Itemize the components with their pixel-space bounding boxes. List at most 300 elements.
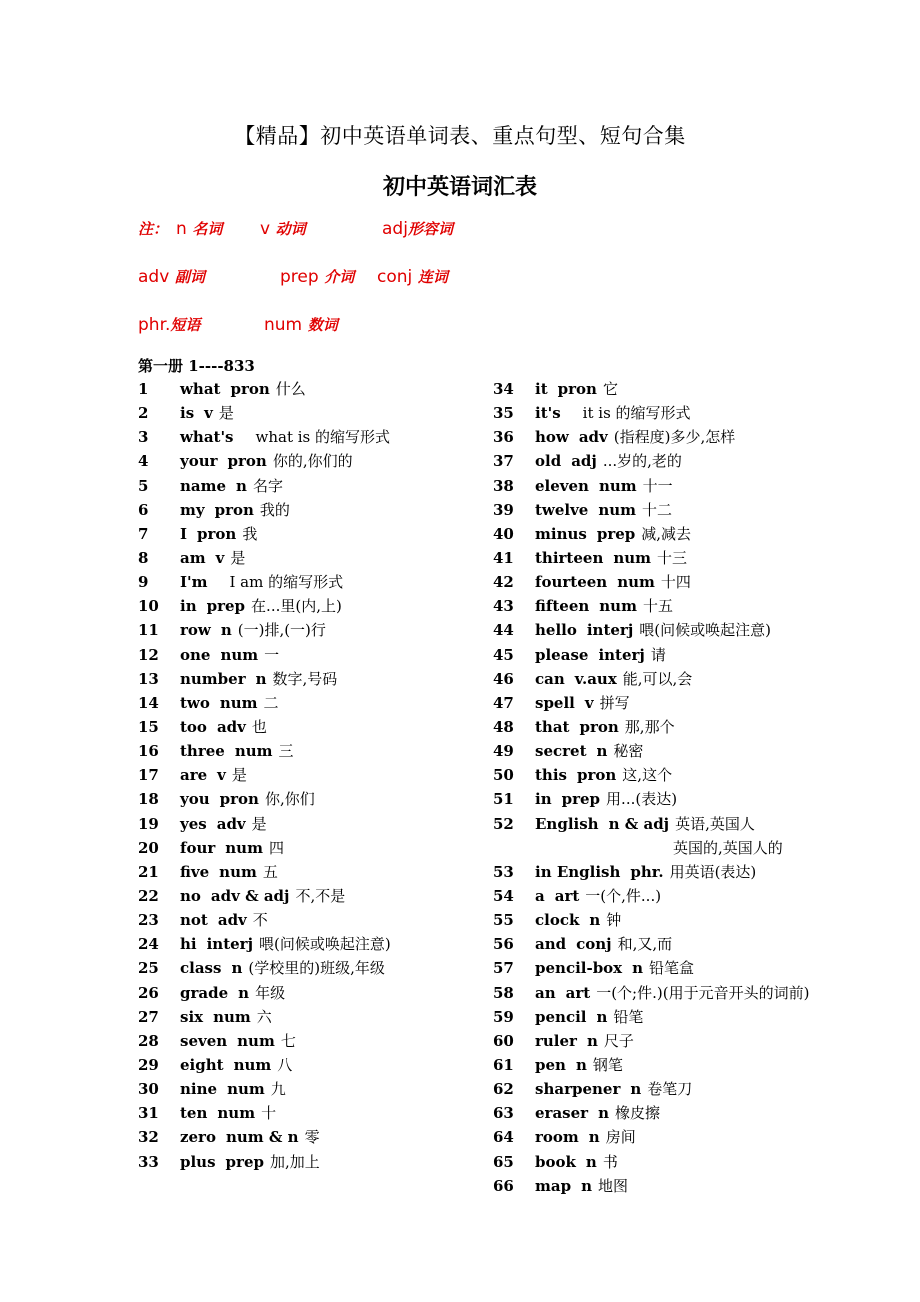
vocab-word: hello (535, 621, 577, 640)
vocab-meaning: 用...(表达) (606, 790, 678, 809)
vocab-number: 32 (138, 1128, 159, 1147)
vocab-row (138, 1101, 391, 1125)
vocab-meaning-continuation: 英国的,英国人的 (673, 838, 783, 857)
vocab-word: what (180, 380, 221, 398)
vocab-pos: adv (217, 911, 247, 930)
vocab-word: eraser (535, 1104, 589, 1123)
vocab-row (493, 1029, 809, 1053)
vocab-pos: prep (561, 790, 601, 809)
legend-prep: prep 介词 (280, 267, 355, 287)
vocab-pos: n (586, 1031, 598, 1050)
legend-v: v 动词 (260, 219, 306, 239)
vocab-number: 5 (138, 476, 149, 495)
vocab-row (138, 546, 391, 570)
vocab-pos: n (589, 911, 601, 930)
vocab-pos: num (217, 1104, 256, 1123)
vocab-row (493, 498, 809, 522)
vocab-word: thirteen (535, 548, 604, 567)
vocab-meaning: 卷笔刀 (647, 1080, 693, 1099)
vocab-row (138, 691, 391, 715)
vocab-number: 19 (138, 814, 159, 833)
vocab-number: 26 (138, 983, 159, 1002)
vocab-pos: num (219, 693, 258, 712)
vocab-number: 63 (493, 1104, 514, 1123)
vocab-number: 30 (138, 1080, 159, 1099)
vocab-meaning: 九 (270, 1080, 286, 1099)
vocab-row (138, 498, 391, 522)
vocab-row (138, 522, 391, 546)
legend-adv: adv 副词 (138, 267, 205, 287)
vocab-meaning: 三 (278, 742, 294, 761)
vocab-meaning: (指程度)多少,怎样 (613, 428, 736, 447)
vocab-word: number (180, 669, 246, 688)
vocab-word: in English (535, 862, 621, 881)
vocab-word: seven (180, 1031, 228, 1050)
vocab-word: please (535, 645, 589, 664)
vocab-word: and (535, 935, 567, 954)
vocab-row (138, 932, 391, 956)
vocab-number: 56 (493, 935, 514, 954)
vocab-row (138, 763, 391, 787)
vocab-pos: num (213, 1007, 251, 1026)
vocab-number: 33 (138, 1152, 159, 1171)
vocab-number: 47 (493, 693, 514, 712)
vocab-number: 23 (138, 911, 159, 930)
vocab-row (138, 667, 391, 691)
vocab-pos: n (596, 742, 608, 761)
vocab-number: 48 (493, 717, 514, 736)
vocab-word: map (535, 1176, 572, 1195)
vocab-pos: v (204, 404, 213, 423)
vocab-word: can (535, 669, 565, 688)
vocab-meaning: 地图 (598, 1176, 629, 1195)
vocab-pos: phr. (630, 862, 664, 881)
vocab-number: 55 (493, 911, 514, 930)
vocab-word: not (180, 911, 208, 930)
vocab-meaning: 二 (263, 693, 279, 712)
vocab-pos: num (234, 742, 273, 761)
vocab-meaning: 一(个;件.)(用于元音开头的词前) (596, 983, 810, 1002)
vocab-meaning: 那,那个 (624, 717, 675, 736)
vocab-row (138, 908, 391, 932)
vocab-pos: prep (596, 524, 636, 543)
vocab-number: 61 (493, 1055, 514, 1074)
vocab-meaning: 十四 (660, 573, 691, 592)
vocab-word: old (535, 452, 562, 471)
vocab-row (493, 377, 809, 401)
vocab-row (138, 594, 391, 618)
vocab-row (493, 860, 809, 884)
vocab-row (493, 956, 809, 980)
vocab-row (493, 474, 809, 498)
vocab-number: 53 (493, 862, 514, 881)
vocab-number: 49 (493, 742, 514, 761)
vocab-number: 15 (138, 717, 159, 736)
legend-phr: phr.短语 (138, 315, 201, 335)
vocab-word: two (180, 693, 210, 712)
vocab-row (493, 667, 809, 691)
vocab-word: yes (180, 814, 207, 833)
vocab-number: 21 (138, 862, 159, 881)
vocab-number: 36 (493, 428, 514, 447)
vocab-number: 9 (138, 573, 149, 592)
vocab-word: spell (535, 693, 575, 712)
vocab-word: three (180, 742, 225, 761)
vocab-word: book (535, 1152, 576, 1171)
vocab-number: 39 (493, 500, 514, 519)
vocab-number: 38 (493, 476, 514, 495)
vocab-row (138, 739, 391, 763)
vocab-meaning: 不 (252, 911, 268, 930)
vocab-word: you (180, 790, 210, 809)
vocab-pos: num (617, 573, 655, 592)
vocab-pos: n (598, 1104, 609, 1123)
vocab-word: it's (535, 404, 561, 423)
vocab-meaning: (一)排,(一)行 (237, 621, 326, 640)
vocab-row (493, 1125, 809, 1149)
vocab-row (138, 449, 391, 473)
vocab-number: 35 (493, 404, 514, 423)
vocab-word: am (180, 548, 206, 567)
vocab-number: 64 (493, 1128, 514, 1147)
vocab-number: 14 (138, 693, 159, 712)
vocab-pos: pron (219, 790, 259, 809)
vocab-number: 22 (138, 886, 159, 905)
vocab-word: room (535, 1128, 579, 1147)
vocab-number: 43 (493, 597, 514, 616)
vocab-pos: num (225, 838, 263, 857)
vocab-row (138, 860, 391, 884)
vocab-number: 44 (493, 621, 514, 640)
vocab-pos: n (575, 1055, 587, 1074)
vocab-pos: interj (598, 645, 645, 664)
legend-num: num 数词 (264, 315, 338, 335)
vocab-meaning: 拼写 (599, 693, 630, 712)
vocab-row (493, 546, 809, 570)
vocab-word: fourteen (535, 573, 608, 592)
vocab-number: 65 (493, 1152, 514, 1171)
vocab-row (138, 643, 391, 667)
vocab-pos: interj (206, 935, 254, 954)
vocab-row (138, 715, 391, 739)
vocab-number: 41 (493, 548, 514, 567)
vocab-meaning: 五 (262, 862, 278, 881)
vocab-word: that (535, 717, 570, 736)
vocab-pos: num (599, 597, 637, 616)
vocab-word: pen (535, 1055, 566, 1074)
vocab-pos: pron (214, 500, 254, 519)
vocab-pos: pron (197, 524, 237, 543)
vocab-word: in (180, 597, 197, 616)
vocab-meaning: 名字 (252, 476, 283, 495)
vocab-row (138, 956, 391, 980)
vocab-meaning: what is 的缩写形式 (255, 428, 391, 447)
vocab-meaning: 十二 (642, 500, 673, 519)
vocab-meaning: 是 (251, 814, 267, 833)
vocab-meaning: 数字,号码 (272, 669, 338, 688)
vocab-pos: n & adj (608, 814, 670, 833)
vocab-word: I (180, 524, 188, 543)
vocab-meaning: 铅笔 (613, 1007, 644, 1026)
vocab-number: 10 (138, 597, 159, 616)
vocab-row (493, 1053, 809, 1077)
vocab-number: 46 (493, 669, 514, 688)
vocab-word: how (535, 428, 569, 447)
vocab-word: row (180, 621, 211, 640)
vocab-row (138, 1029, 391, 1053)
vocab-meaning: 不,不是 (295, 886, 346, 905)
vocab-row (493, 932, 809, 956)
vocab-row (138, 474, 391, 498)
vocab-row (493, 570, 809, 594)
vocab-row (493, 908, 809, 932)
vocab-pos: n (596, 1007, 608, 1026)
vocab-pos: prep (225, 1152, 264, 1171)
vocab-pos: n (588, 1128, 600, 1147)
vocab-word: no (180, 886, 201, 905)
legend-n: n 名词 (176, 219, 223, 239)
vocab-number: 17 (138, 766, 159, 785)
vocab-row (493, 1005, 809, 1029)
vocab-word: twelve (535, 500, 589, 519)
vocab-word: eight (180, 1055, 224, 1074)
vocab-number: 24 (138, 935, 159, 954)
vocab-pos: conj (576, 935, 612, 954)
vocab-number: 57 (493, 959, 514, 978)
vocab-row (493, 691, 809, 715)
vocab-pos: v.aux (574, 669, 617, 688)
vocab-word: your (180, 452, 218, 471)
vocab-meaning: it is 的缩写形式 (582, 404, 691, 423)
legend-note: 注： (138, 220, 169, 238)
vocab-meaning: 请 (650, 645, 666, 664)
vocab-row (138, 787, 391, 811)
vocab-pos: v (215, 548, 225, 567)
vocab-word: one (180, 645, 211, 664)
vocab-meaning: 用英语(表达) (669, 862, 757, 881)
vocab-pos: adj (571, 452, 597, 471)
vocab-meaning: 我的 (259, 500, 290, 519)
vocab-meaning: 年级 (255, 983, 286, 1002)
vocab-pos: art (554, 886, 580, 905)
vocab-word: class (180, 959, 222, 978)
vocab-word: name (180, 476, 227, 495)
section-heading: 第一册 1----833 (138, 357, 255, 375)
vocab-row (493, 401, 809, 425)
vocab-pos: n (231, 959, 243, 978)
vocab-number: 34 (493, 380, 514, 398)
vocab-number: 58 (493, 983, 514, 1002)
vocab-word: grade (180, 983, 229, 1002)
vocab-pos: n (581, 1176, 592, 1195)
vocab-word: is (180, 404, 195, 423)
vocab-meaning: 加,加上 (269, 1152, 320, 1171)
vocab-meaning: 尺子 (603, 1031, 634, 1050)
vocab-word: four (180, 838, 216, 857)
vocab-word: are (180, 766, 208, 785)
vocab-number: 4 (138, 452, 149, 471)
vocab-pos: n (585, 1152, 597, 1171)
vocab-row (138, 981, 391, 1005)
vocab-number: 45 (493, 645, 514, 664)
vocab-row (138, 812, 391, 836)
page-title: 【精品】初中英语单词表、重点句型、短句合集 (234, 124, 686, 148)
vocab-pos: num (219, 862, 257, 881)
vocab-word: pencil-box (535, 959, 623, 978)
vocab-meaning: 书 (602, 1152, 618, 1171)
vocab-word: pencil (535, 1007, 587, 1026)
vocab-pos: n (632, 959, 644, 978)
vocab-row (493, 763, 809, 787)
vocab-number: 62 (493, 1080, 514, 1099)
vocab-meaning: 能,可以,会 (622, 669, 693, 688)
vocab-row (138, 1150, 391, 1174)
vocab-meaning: 四 (268, 838, 284, 857)
vocab-row (493, 1174, 809, 1198)
vocab-word: too (180, 717, 207, 736)
vocab-word: secret (535, 742, 587, 761)
vocab-row (493, 812, 809, 860)
vocab-pos: num (613, 548, 652, 567)
vocab-word: a (535, 886, 545, 905)
vocab-pos: pron (576, 766, 617, 785)
vocab-pos: adv (216, 717, 246, 736)
vocab-pos: n (220, 621, 232, 640)
vocab-row (138, 401, 391, 425)
vocab-meaning: 八 (277, 1055, 293, 1074)
vocab-meaning: I am 的缩写形式 (229, 573, 344, 592)
vocab-number: 3 (138, 428, 149, 447)
vocab-word: six (180, 1007, 204, 1026)
vocab-row (138, 1125, 391, 1149)
vocab-pos: adv (216, 814, 246, 833)
vocab-meaning: 在...里(内,上) (251, 597, 342, 616)
vocab-word: nine (180, 1080, 218, 1099)
vocab-pos: num & n (225, 1128, 299, 1147)
vocab-meaning: 是 (218, 404, 234, 423)
vocab-number: 37 (493, 452, 514, 471)
vocab-number: 7 (138, 524, 149, 543)
vocab-pos: n (238, 983, 250, 1002)
vocab-meaning: 是 (231, 766, 247, 785)
vocab-meaning: 一(个,件...) (585, 886, 662, 905)
vocab-number: 2 (138, 404, 149, 423)
vocab-pos: pron (579, 717, 619, 736)
vocab-row (493, 1077, 809, 1101)
vocab-meaning: 减,减去 (641, 524, 692, 543)
vocab-meaning: 零 (304, 1128, 320, 1147)
vocab-pos: n (255, 669, 267, 688)
vocab-meaning: 你的,你们的 (272, 452, 353, 471)
vocab-number: 27 (138, 1007, 159, 1026)
vocab-meaning: 喂(问候或唤起注意) (639, 621, 771, 640)
vocab-meaning: 是 (230, 548, 246, 567)
vocab-row (493, 981, 809, 1005)
vocab-row (493, 715, 809, 739)
vocab-pos: num (233, 1055, 272, 1074)
vocab-meaning: 它 (602, 380, 618, 398)
vocab-word: fifteen (535, 597, 590, 616)
vocab-number: 40 (493, 524, 514, 543)
vocab-meaning: 十五 (642, 597, 673, 616)
vocab-meaning: 钟 (606, 911, 622, 930)
vocab-word: five (180, 862, 210, 881)
vocab-meaning: 十三 (657, 548, 688, 567)
vocab-row (493, 449, 809, 473)
vocab-number: 16 (138, 742, 159, 761)
vocab-row (493, 787, 809, 811)
vocab-meaning: 一 (264, 645, 280, 664)
vocab-number: 20 (138, 838, 159, 857)
vocab-word: zero (180, 1128, 216, 1147)
vocab-meaning: 也 (251, 717, 267, 736)
vocab-meaning: 钢笔 (592, 1055, 623, 1074)
vocab-pos: num (598, 476, 637, 495)
vocab-number: 13 (138, 669, 159, 688)
vocab-pos: adv (578, 428, 608, 447)
vocab-pos: pron (557, 380, 597, 398)
vocab-word: English (535, 814, 599, 833)
vocab-meaning: 和,又,而 (617, 935, 673, 954)
vocab-row (138, 425, 391, 449)
vocab-word: in (535, 790, 552, 809)
vocab-meaning: 十一 (642, 476, 673, 495)
vocab-pos: num (227, 1080, 265, 1099)
vocab-pos: art (565, 983, 591, 1002)
vocab-word: hi (180, 935, 197, 954)
vocab-row (138, 1077, 391, 1101)
vocab-column-left (138, 377, 391, 1174)
vocab-number: 31 (138, 1104, 159, 1123)
vocab-row (138, 836, 391, 860)
vocab-number: 42 (493, 573, 514, 592)
vocab-word: eleven (535, 476, 589, 495)
vocab-pos: n (236, 476, 247, 495)
vocab-pos: num (237, 1031, 275, 1050)
vocab-meaning: 铅笔盒 (649, 959, 695, 978)
legend-adj: adj形容词 (382, 219, 453, 239)
vocab-number: 6 (138, 500, 149, 519)
vocab-meaning: 喂(问候或唤起注意) (259, 935, 391, 954)
vocab-meaning: 什么 (275, 380, 306, 398)
vocab-pos: prep (206, 597, 246, 616)
vocab-pos: interj (586, 621, 634, 640)
vocab-word: it (535, 380, 548, 398)
vocab-column-right (493, 377, 809, 1198)
vocab-number: 1 (138, 380, 149, 398)
vocab-number: 51 (493, 790, 514, 809)
main-title: 初中英语词汇表 (382, 174, 537, 200)
vocab-number: 29 (138, 1055, 159, 1074)
vocab-pos: pron (227, 452, 267, 471)
vocab-number: 18 (138, 790, 159, 809)
vocab-row (138, 618, 391, 642)
vocab-word: clock (535, 911, 580, 930)
vocab-number: 50 (493, 766, 514, 785)
vocab-number: 8 (138, 548, 149, 567)
vocab-meaning: 六 (256, 1007, 272, 1026)
vocab-word: what's (180, 428, 234, 447)
vocab-row (493, 618, 809, 642)
vocab-word: minus (535, 524, 587, 543)
vocab-word: sharpener (535, 1080, 621, 1099)
vocab-word: this (535, 766, 567, 785)
vocab-number: 60 (493, 1031, 514, 1050)
vocab-row (493, 522, 809, 546)
vocab-row (138, 570, 391, 594)
vocab-row (138, 1053, 391, 1077)
vocab-row (138, 1005, 391, 1029)
